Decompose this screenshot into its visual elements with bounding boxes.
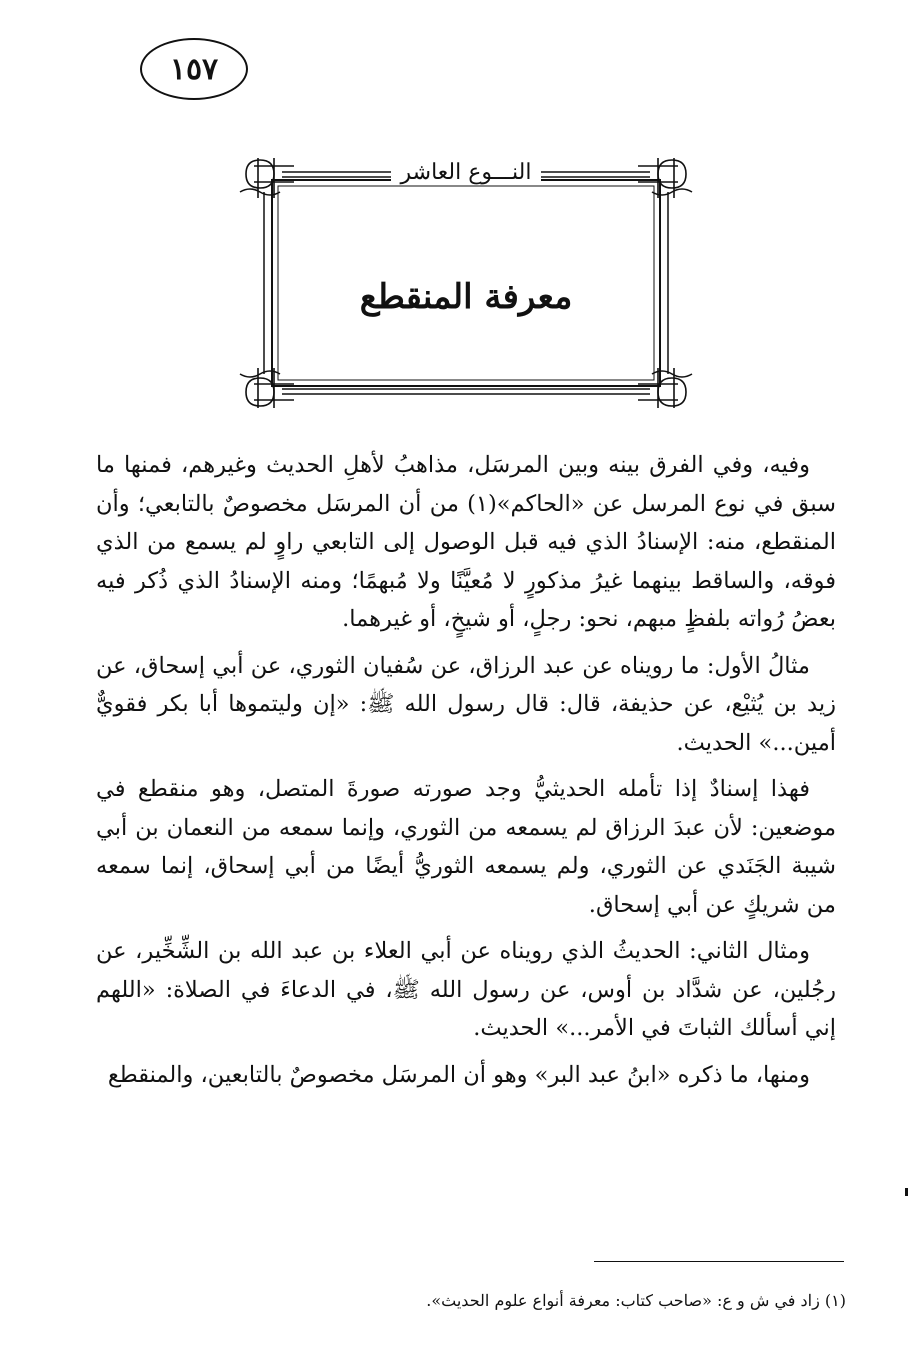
margin-mark — [905, 1188, 908, 1196]
paragraph: ومثال الثاني: الحديثُ الذي رويناه عن أبي العلاء بن عبد الله بن الشِّخِّير، عن رجُلين، عن شدَّاد بن أوس، عن رسول الله ﷺ، في الدعاءَ في الصلاة: «اللهم إني أسألك الثباتَ في الأمر...» الحديث. — [96, 938, 836, 1041]
paragraph: ومنها، ما ذكره «ابنُ عبد البر» وهو أن المرسَل مخصوصٌ بالتابعين، والمنقطع — [107, 1061, 810, 1088]
section-label-text: النـــوع العاشر — [391, 160, 542, 185]
main-text — [96, 446, 836, 1102]
paragraph: فهذا إسنادٌ إذا تأمله الحديثيُّ وجد صورته صورةَ المتصل، وهو منقطع في موضعين: لأن عبدَ الرزاق لم يسمعه من الثوري، وإنما سمعه من النعمان بن أبي شيبة الجَنَدي عن الثوري، ولم يسمعه الثوريُّ أيضًا من أبي إسحاق، إنما سمعه من شريكٍ عن أبي إسحاق. — [96, 776, 836, 918]
section-label — [236, 160, 696, 185]
footnote-divider — [594, 1261, 844, 1262]
paragraph: وفيه، وفي الفرق بينه وبين المرسَل، مذاهبُ لأهلِ الحديث وغيرهم، فمنها ما سبق في نوع المرسل عن «الحاكم»(١) من أن المرسَل مخصوصٌ بالتابعي؛ وأن المنقطع، منه: الإسنادُ الذي فيه قبل الوصول إلى التابعي راوٍ لم يسمع من الذي فوقه، والساقط بينهما غيرُ مذكورٍ لا مُعيَّنًا ولا مُبهمًا؛ ومنه الإسنادُ الذي ذُكر فيه بعضُ رُواته بلفظٍ مبهم، نحو: رجلٍ، أو شيخٍ، أو غيرهما. — [96, 452, 836, 632]
footnote: (١) زاد في ش و ع: «صاحب كتاب: معرفة أنواع علوم الحديث». — [426, 1291, 846, 1310]
paragraph: مثالُ الأول: ما رويناه عن عبد الرزاق، عن سُفيان الثوري، عن أبي إسحاق، عن زيد بن يُثيْع، عن حذيفة، قال: قال رسول الله ﷺ: «إن وليتموها أبا بكر فقويٌّ أمين...» الحديث. — [96, 652, 836, 756]
chapter-title: معرفة المنقطع — [359, 277, 573, 317]
chapter-title-frame — [236, 152, 696, 414]
page-number: ١٥٧ — [140, 38, 248, 100]
